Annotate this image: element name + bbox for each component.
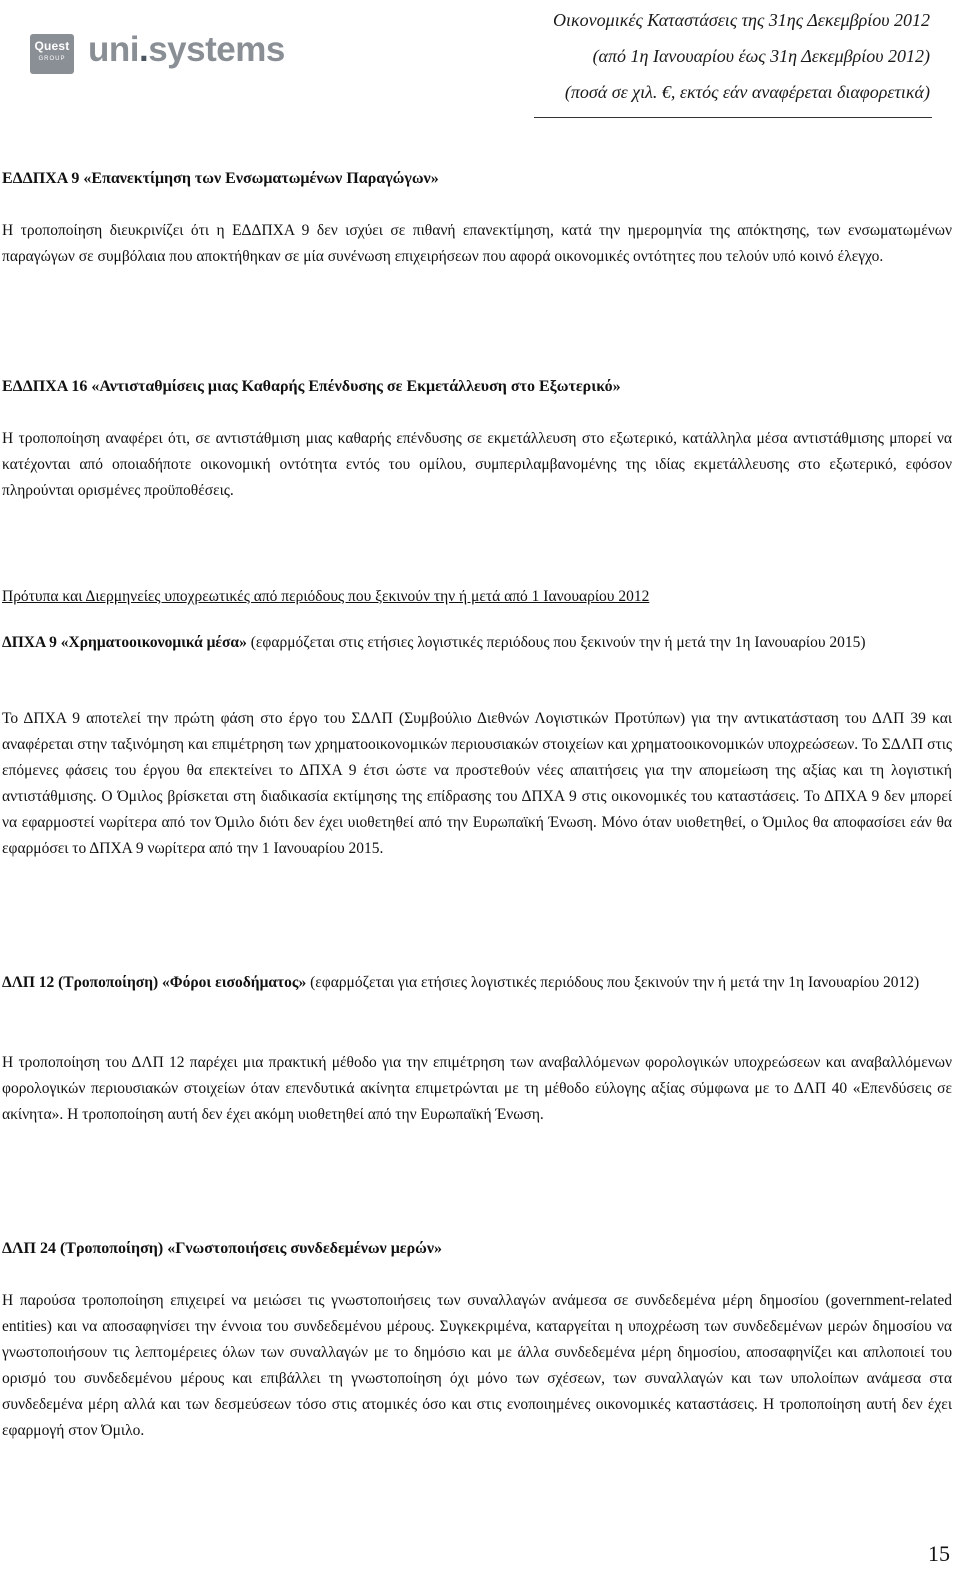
ias24-heading: ΔΛΠ 24 (Τροποποίηση) «Γνωστοποιήσεις συνδεδεμένων μερών» <box>2 1240 443 1257</box>
ias24-paragraph: Η παρούσα τροποποίηση επιχειρεί να μειώσει τις γνωστοποιήσεις των συναλλαγών ανάμεσα σε συνδεδεμένα μέρη δημοσίου (government-related entities) και να αποσαφηνίσει την έννοια του συνδεδεμένου μέρους. Συγκεκριμένα, καταργείται η υποχρέωση των συνδεδεμένων μερών δημοσίου να γνωστοποιήσουν τις λεπτομέρειες όλων των συναλλαγών με το δημόσιο και με άλλα συνδεδεμένα μέρη δημοσίου, αποσαφηνίζει και απλοποιεί του ορισμό του συνδεδεμένου μέρους και επιβάλλει τη γνωστοποίηση όχι μόνο των σχέσεων, των συναλλαγών και των υπολοίπων ανάμεσα στα συνδεδεμένα μέρη αλλά και των δεσμεύσεων τόσο στις ατομικές όσο και στις ενοποιημένες οικονομικές καταστάσεις. Η τροποποίηση αυτή δεν έχει εφαρμογή στον Όμιλο. <box>2 1292 952 1439</box>
header-divider <box>534 117 932 118</box>
header-statement-info <box>553 2 930 110</box>
ifric16-paragraph: Η τροποποίηση αναφέρει ότι, σε αντιστάθμιση μιας καθαρής επένδυσης σε εκμετάλλευση στο εξωτερικό, κατάλληλα μέσα αντιστάθμισης μπορεί να κατέχονται από οποιαδήποτε οικονομική οντότητα εντός του ομίλου, συμπεριλαμβανομένης της ιδίας εκμετάλλευσης στο εξωτερικό, εφόσον πληρούνται ορισμένες προϋποθέσεις. <box>2 430 952 499</box>
header-line-3: (ποσά σε χιλ. €, εκτός εάν αναφέρεται διαφορετικά) <box>564 82 930 102</box>
uni-systems-logo <box>88 30 285 70</box>
header-line-1: Οικονομικές Καταστάσεις της 31ης Δεκεμβρίου 2012 <box>553 10 930 30</box>
ifric16-heading: ΕΔΔΠΧΑ 16 «Αντισταθμίσεις μιας Καθαρής Επένδυσης σε Εκμετάλλευση στο Εξωτερικό» <box>2 378 621 395</box>
ias12-paragraph: Η τροποποίηση του ΔΛΠ 12 παρέχει μια πρακτική μέθοδο για την επιμέτρηση των αναβαλλόμενων φορολογικών υποχρεώσεων και αναβαλλόμενων φορολογικών περιουσιακών στοιχείων όταν επενδυτικά ακίνητα επιμετρώνται με τη μέθοδο εύλογης αξίας σύμφωνα με το ΔΛΠ 40 «Επενδύσεις σε ακίνητα». Η τροποποίηση αυτή δεν έχει ακόμη υιοθετηθεί από την Ευρωπαϊκή Ένωση. <box>2 1054 952 1123</box>
ifrs9-paragraph: Το ΔΠΧΑ 9 αποτελεί την πρώτη φάση στο έργο του ΣΔΛΠ (Συμβούλιο Διεθνών Λογιστικών Προτύπων) για την αντικατάσταση του ΔΛΠ 39 και αναφέρεται στην ταξινόμηση και επιμέτρηση των χρηματοοικονομικών περιουσιακών στοιχείων και χρηματοοικονομικών υποχρεώσεων. Το ΣΔΛΠ στις επόμενες φάσεις του έργου θα επεκτείνει το ΔΠΧΑ 9 έτσι ώστε να προστεθούν νέες απαιτήσεις για την απομείωση της αξίας και τη λογιστική αντιστάθμισης. Ο Όμιλος βρίσκεται στη διαδικασία εκτίμησης της επίδρασης του ΔΠΧΑ 9 στις οικονομικές του καταστάσεις. Το ΔΠΧΑ 9 δεν μπορεί να εφαρμοστεί νωρίτερα από τον Όμιλο διότι δεν έχει υιοθετηθεί από την Ευρωπαϊκή Ένωση. Μόνο όταν υιοθετηθεί, ο Όμιλος θα αποφασίσει εάν θα εφαρμόσει το ΔΠΧΑ 9 νωρίτερα από την 1 Ιανουαρίου 2015. <box>2 710 952 857</box>
quest-logo-text: Quest <box>34 39 70 53</box>
uni-systems-logo-dot: . <box>138 30 149 69</box>
ias12-heading <box>2 970 952 996</box>
ifrs9-heading <box>2 630 952 656</box>
uni-systems-logo-left: uni <box>88 30 139 69</box>
page-header <box>0 0 960 120</box>
quest-group-logo <box>30 34 74 74</box>
ifric9-paragraph: Η τροποποίηση διευκρινίζει ότι η ΕΔΔΠΧΑ 9 δεν ισχύει σε πιθανή επανεκτίμηση, κατά την ημερομηνία της απόκτησης, των ενσωματωμένων παραγώγων σε συμβόλαια που αποκτήθηκαν σε μία συνένωση επιχειρήσεων που αφορά οικονομικές οντότητες που τελούν υπό κοινό έλεγχο. <box>2 222 952 265</box>
ifrs9-title: ΔΠΧΑ 9 «Χρηματοοικονομικά μέσα» <box>2 634 247 651</box>
quest-logo-group-text: GROUP <box>38 56 66 62</box>
ifrs9-effective-note: (εφαρμόζεται στις ετήσιες λογιστικές περιόδους που ξεκινούν την ή μετά την 1η Ιανουαρίου 2015) <box>246 634 866 651</box>
page-number: 15 <box>928 1541 950 1566</box>
uni-systems-logo-right: systems <box>148 30 285 69</box>
header-line-2: (από 1η Ιανουαρίου έως 31η Δεκεμβρίου 2012) <box>592 46 930 66</box>
ias12-title: ΔΛΠ 12 (Τροποποίηση) «Φόροι εισοδήματος» <box>2 974 307 991</box>
ias12-effective-note: (εφαρμόζεται για ετήσιες λογιστικές περιόδους που ξεκινούν την ή μετά την 1η Ιανουαρίου 2012) <box>306 974 920 991</box>
ifric9-heading: ΕΔΔΠΧΑ 9 «Επανεκτίμηση των Ενσωματωμένων Παραγώγων» <box>2 170 439 187</box>
standards-subheading: Πρότυπα και Διερμηνείες υποχρεωτικές από περιόδους που ξεκινούν την ή μετά από 1 Ιανουαρίου 2012 <box>2 588 650 605</box>
